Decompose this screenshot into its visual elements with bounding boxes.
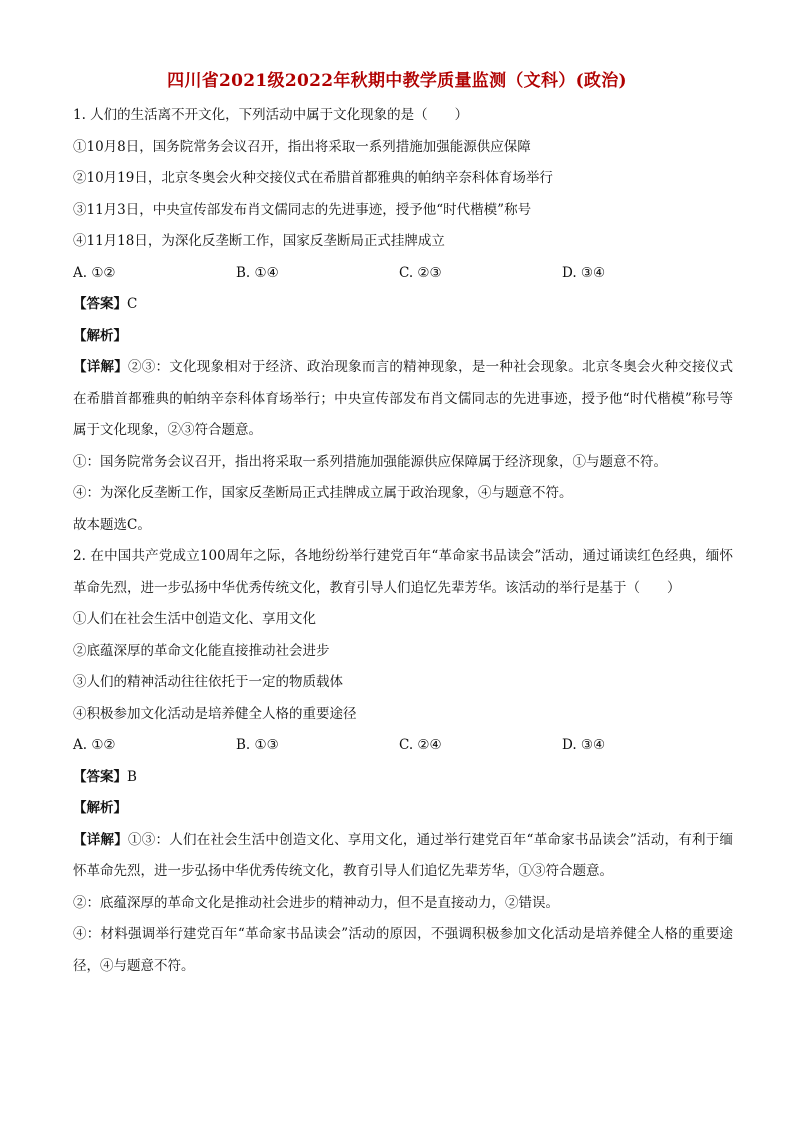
question-1-stem: 1. 人们的生活离不开文化，下列活动中属于文化现象的是（ ） [73,107,469,123]
question-1-option-d: D. ③④ [562,264,606,281]
question-1-answer [73,289,733,321]
question-1-item-1: ①10月8日，国务院常务会议召开，指出将采取一系列措施加强能源供应保障 [73,138,531,155]
question-2-item-1: ①人们在社会生活中创造文化、享用文化 [73,611,316,627]
detail-label: 【详解】 [73,831,128,848]
question-1-options [73,258,733,290]
analysis-label: 【解析】 [73,327,127,344]
answer-value: B [127,768,137,785]
question-2-item-3: ③人们的精神活动往往依托于一定的物质载体 [73,674,343,690]
question-1-item-3: ③11月3日，中央宣传部发布肖文儒同志的先进事迹，授予他“时代楷模”称号 [73,201,532,218]
question-1-option-a: A. ①② [73,264,116,281]
question-2-option-d: D. ③④ [562,737,606,753]
question-1-conclusion: 故本题选C。 [73,516,151,533]
question-1-analysis [73,321,733,353]
question-2-option-a: A. ①② [73,737,116,753]
answer-label: 【答案】 [73,296,127,312]
question-2-options [73,730,733,762]
question-1 [73,100,733,541]
question-2-note-1: ②：底蕴深厚的革命文化是推动社会进步的精神动力，但不是直接动力，②错误。 [73,894,559,911]
question-2-item-2: ②底蕴深厚的革命文化能直接推动社会进步 [73,642,330,659]
document-body [73,100,733,982]
answer-label: 【答案】 [73,768,127,785]
question-2-stem: 2. 在中国共产党成立100周年之际，各地纷纷举行建党百年“革命家书品读会”活动，通过诵读红色经典，缅怀革命先烈，进一步弘扬中华优秀传统文化，教育引导人们追忆先辈芳华。该活动的举行是基于（ ） [73,548,733,596]
question-2-item-4: ④积极参加文化活动是培养健全人格的重要途径 [73,705,357,722]
detail-text: ②③：文化现象相对于经济、政治现象而言的精神现象，是一种社会现象。北京冬奥会火种交接仪式在希腊首都雅典的帕纳辛奈科体育场举行；中央宣传部发布肖文儒同志的先进事迹，授予他“时代楷模”称号等属于文化现象，②③符合题意。 [73,359,734,438]
question-2-note-2: ④：材料强调举行建党百年“革命家书品读会”活动的原因，不强调积极参加文化活动是培养健全人格的重要途径，④与题意不符。 [73,926,733,974]
question-1-detail [73,352,733,447]
analysis-label: 【解析】 [73,800,127,816]
answer-value: C [127,296,138,312]
question-1-item-2: ②10月19日，北京冬奥会火种交接仪式在希腊首都雅典的帕纳辛奈科体育场举行 [73,170,553,186]
question-1-option-c: C. ②③ [399,264,442,281]
question-1-note-1: ①：国务院常务会议召开，指出将采取一系列措施加强能源供应保障属于经济现象，①与题意不符。 [73,453,667,470]
question-1-option-b: B. ①④ [236,264,279,281]
question-2-detail [73,825,733,888]
page-title: 四川省2021级2022年秋期中教学质量监测（文科）(政治) [167,71,627,91]
detail-label: 【详解】 [73,359,129,375]
question-2-answer [73,762,733,794]
detail-text: ①③：人们在社会生活中创造文化、享用文化，通过举行建党百年“革命家书品读会”活动，有利于缅怀革命先烈，进一步弘扬中华优秀传统文化，教育引导人们追忆先辈芳华，①③符合题意。 [73,831,733,879]
question-1-item-4: ④11月18日，为深化反垄断工作，国家反垄断局正式挂牌成立 [73,233,445,249]
question-2-analysis [73,793,733,825]
question-2-option-b: B. ①③ [236,737,279,753]
question-2-option-c: C. ②④ [399,737,442,753]
question-2 [73,541,733,982]
question-1-note-2: ④：为深化反垄断工作，国家反垄断局正式挂牌成立属于政治现象，④与题意不符。 [73,485,573,501]
